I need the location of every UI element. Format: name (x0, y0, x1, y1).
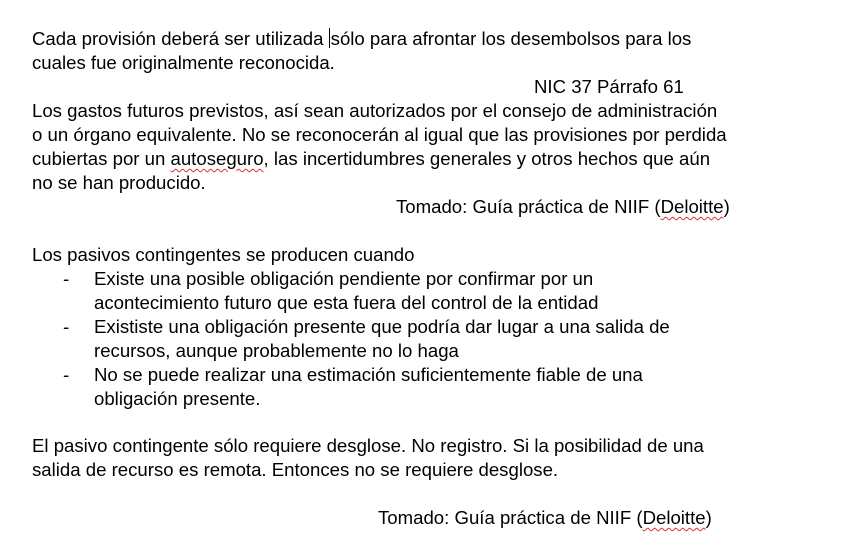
bullet-dash: - (63, 316, 70, 337)
text-segment: , las incertidumbres generales y otros hechos que aún (263, 148, 711, 169)
text-segment: ) (723, 196, 730, 217)
paragraph-line: o un órgano equivalente. No se reconocerán al igual que las provisiones por perdida (32, 124, 727, 145)
text-segment: cubiertas por un (32, 148, 171, 169)
list-item (32, 267, 670, 315)
list-item (32, 363, 670, 411)
source-citation (396, 195, 730, 219)
text-segment: Tomado: Guía práctica de NIIF ( (396, 196, 661, 217)
paragraph-line (32, 27, 691, 51)
paragraph-line: no se han producido. (32, 172, 206, 193)
paragraph-line (32, 147, 727, 171)
list-item-line: Existe una posible obligación pendiente por confirmar por un (94, 268, 594, 289)
list-item (32, 315, 670, 363)
text-segment: Tomado: Guía práctica de NIIF ( (378, 507, 643, 528)
bullet-dash: - (63, 268, 70, 289)
list-item-line: recursos, aunque probablemente no lo haga (94, 340, 459, 361)
paragraph-contingent-disclosure (32, 434, 704, 482)
text-segment: sólo para afrontar los desembolsos para los (330, 28, 692, 49)
paragraph-future-expenses (32, 99, 727, 195)
spellcheck-flagged-word[interactable]: autoseguro (170, 148, 264, 169)
contingent-bullet-list (32, 267, 670, 411)
contingent-intro: Los pasivos contingentes se producen cuando (32, 244, 415, 265)
paragraph-line: El pasivo contingente sólo requiere desglose. No registro. Si la posibilidad de una (32, 435, 704, 456)
paragraph-line: cuales fue originalmente reconocida. (32, 52, 335, 73)
paragraph-line: salida de recurso es remota. Entonces no se requiere desglose. (32, 459, 559, 480)
list-item-line: obligación presente. (94, 388, 261, 409)
list-item-line: No se puede realizar una estimación suficientemente fiable de una (94, 364, 643, 385)
text-cursor (329, 28, 330, 48)
spellcheck-flagged-word[interactable]: Deloitte (660, 196, 724, 217)
spellcheck-flagged-word[interactable]: Deloitte (642, 507, 706, 528)
reference-nic37: NIC 37 Párrafo 61 (534, 76, 684, 97)
list-item-line: Exististe una obligación presente que podría dar lugar a una salida de (94, 316, 670, 337)
list-item-line: acontecimiento futuro que esta fuera del control de la entidad (94, 292, 599, 313)
text-segment: ) (705, 507, 712, 528)
text-segment: Cada provisión deberá ser utilizada (32, 28, 329, 49)
bullet-dash: - (63, 364, 70, 385)
paragraph-provision-use (32, 27, 691, 75)
source-citation (378, 506, 712, 530)
paragraph-line: Los gastos futuros previstos, así sean autorizados por el consejo de administración (32, 100, 718, 121)
